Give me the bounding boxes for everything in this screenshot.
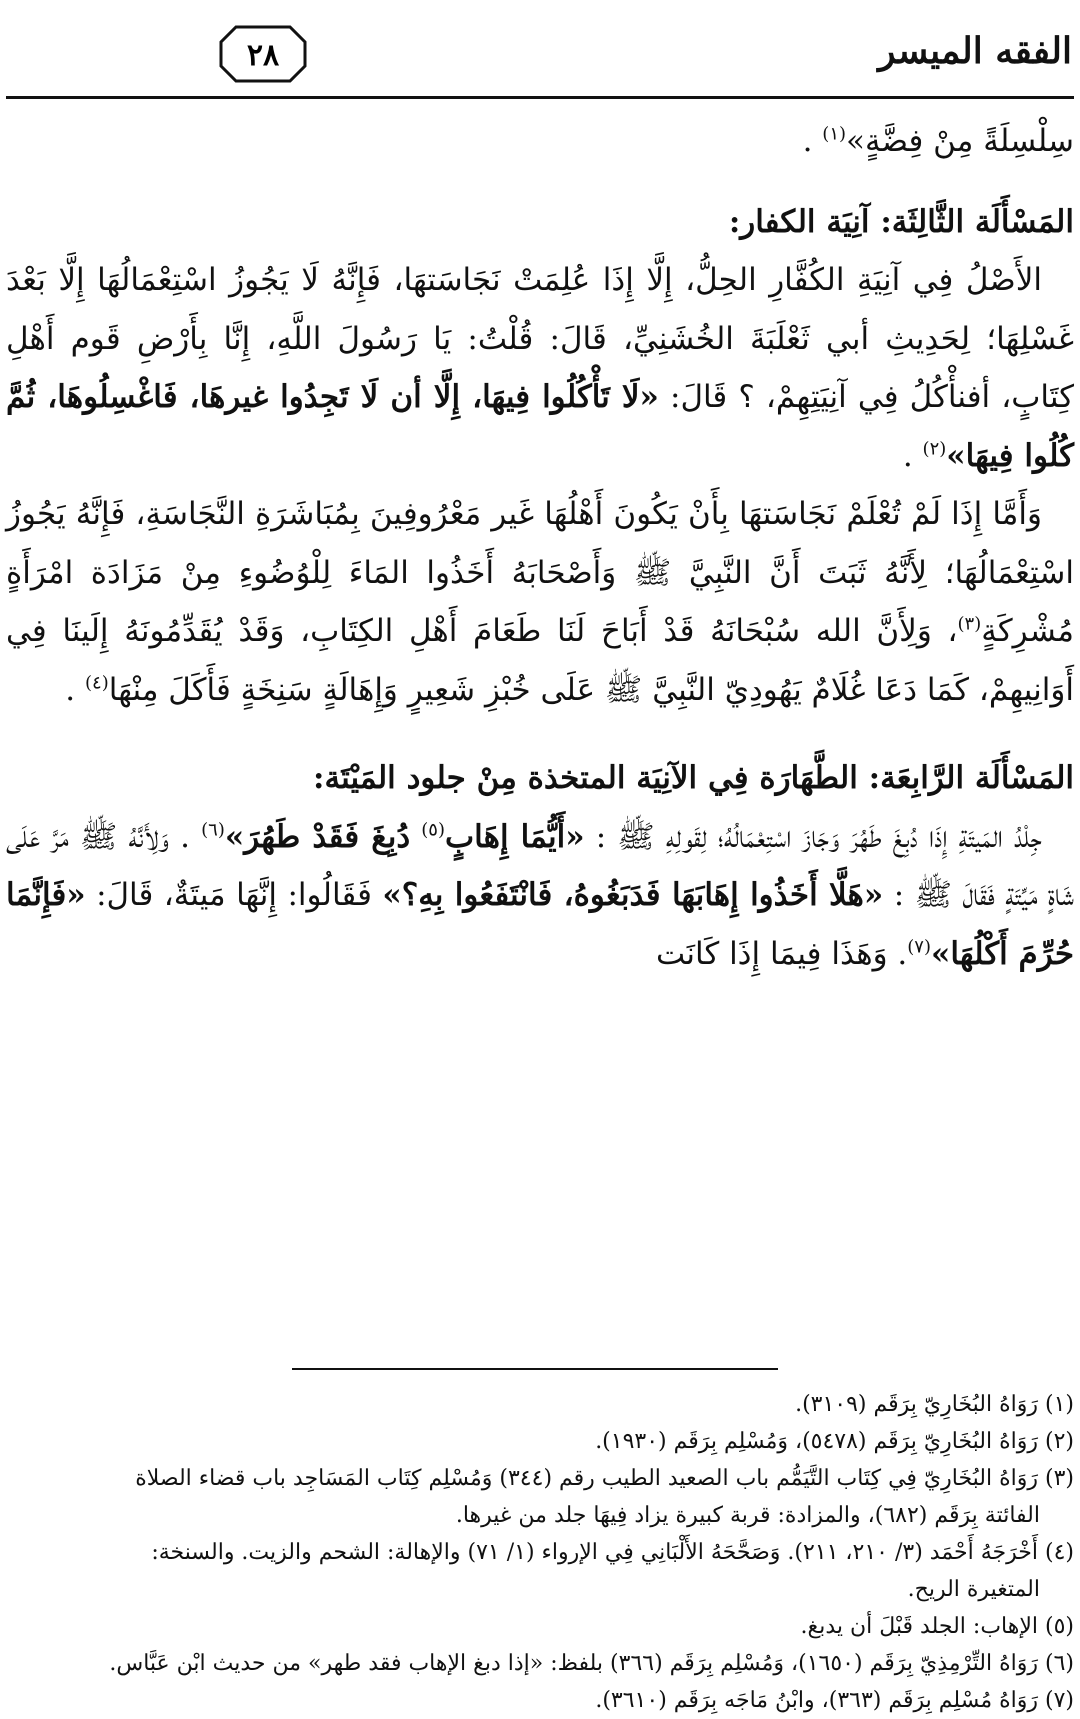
footnote-3-continued: الفائتة بِرَقَم (٦٨٢)، والمزادة: قربة كبيرة يزاد فِيهَا جلد من غيرها.	[455, 1503, 1040, 1528]
footnote-separator	[292, 1368, 778, 1370]
footnotes	[6, 1386, 1074, 1719]
footnote-ref: (٧)	[907, 936, 931, 958]
main-text	[6, 112, 1074, 983]
page-number-frame	[218, 24, 308, 84]
footnote-ref: (٥)	[421, 819, 445, 841]
footnote-1: (١) رَوَاهُ البُخَارِيّ بِرَقَم (٣١٠٩).	[795, 1392, 1074, 1417]
hadith-quote: «هَلَّا أَخَذُوا إِهَابَهَا فَدَبَغُوهُ، فَانْتَفَعُوا بِهِ؟»	[382, 877, 884, 913]
paragraph-4: وَأَمَّا إِذَا لَمْ تُعْلَمْ نَجَاسَتهَا بِأَنْ يَكُونَ أَهْلُهَا غَير مَعْرُوفِينَ بِمُبَاشَرَةِ النَّجَاسَةِ، فَإِنَّهُ يَجُوزُ اسْتِعْمَالُهَا؛ لِأَنَّهُ ثَبَتَ أَنَّ النَّبِيَّ ﷺ وَأَصْحَابَهُ أَخَذُوا المَاءَ لِلْوُضُوءِ مِنْ مَزَادَة امْرَأَةٍ مُشْرِكَةٍ$^{(٣)}$، وَلِأَنَّ الله سُبْحَانَهُ قَدْ أَبَاحَ لَنَا طَعَامَ أَهْلِ الكِتَابِ، وَقَدْ يُقَدِّمُونَهُ إِلَينَا فِي أَوَانِيهِمْ، كَمَا دَعَا غُلَامٌ يَهُودِيّ النَّبِيَّ ﷺ عَلَى خُبْزِ شَعِيرٍ وَإِهَالَةٍ سَنِخَةٍ فَأَكَلَ مِنْهَا$^{(٤)}$ .	[6, 496, 1074, 708]
footnote-ref: (٦)	[201, 819, 225, 841]
footnote-5: (٥) الإهاب: الجلد قَبْلَ أن يدبغ.	[800, 1614, 1074, 1639]
footnote-7: (٧) رَوَاهُ مُسْلِم بِرَقَم (٣٦٣)، وابْنُ مَاجَه بِرَقَم (٣٦١٠).	[595, 1688, 1074, 1713]
footnote-2: (٢) رَوَاهُ البُخَارِيّ بِرَقَم (٥٤٧٨)، وَمُسْلِم بِرَقَم (١٩٣٠).	[595, 1429, 1074, 1454]
section-heading-3: المَسْأَلَة الثَّالِثَة: آنِيَة الكفار:	[728, 203, 1074, 240]
paragraph-3: الأَصْلُ فِي آنِيَةِ الكُفَّارِ الحِلُّ، إِلَّا إِذَا عُلِمَتْ نَجَاسَتهَا، فَإِنَّهُ لَا يَجُوزُ اسْتِعْمَالُهَا إِلَّا بَعْدَ غَسْلِهَا؛ لِحَدِيثِ أبي ثَعْلَبَةَ الخُشَنِيِّ، قَالَ: قُلْتُ: يَا رَسُولَ اللَّهِ، إِنَّا بِأَرْضِ قَوم أَهْلِ كِتَابٍ، أفنأْكُلُ فِي آنِيَتِهِمْ، ؟ قَالَ: «لَا تَأْكُلُوا فِيهَا، إِلَّا أن لَا تَجِدُوا غيرهَا، فَاغْسِلُوهَا، ثُمَّ كُلُوا فِيهَا»$^{(٢)}$ .	[6, 262, 1074, 474]
paragraph-continuation: سِلْسِلَةً مِنْ فِضَّةٍ»$^{(١)}$ .	[802, 123, 1074, 159]
page-number: ٢٨	[246, 38, 280, 73]
footnote-4-continued: المتغيرة الريح.	[907, 1577, 1040, 1602]
section-heading-4: المَسْأَلَة الرَّابِعَة: الطَّهَارَة فِي الآنِيَة المتخذة مِنْ جلود المَيْتَة:	[313, 760, 1074, 796]
footnote-ref: (٤)	[85, 672, 109, 694]
footnote-ref: (٣)	[957, 613, 982, 635]
footnote-6: (٦) رَوَاهُ التِّرْمِذِيّ بِرَقَم (١٦٥٠)، وَمُسْلِم بِرَقَم (٣٦٦) بلفظ: «إذا دبغ الإهاب فقد طهر» من حديث ابْن عَبَّاس.	[109, 1651, 1074, 1676]
book-title: الفقه الميسر	[878, 30, 1072, 72]
hadith-quote: دُبِغَ فَقَدْ طَهُرَ»	[224, 818, 411, 855]
paragraph-5: جِلْدُ المَيتَةِ إِذَا دُبِغَ طَهُرَ وَجَازَ اسْتِعْمَالُهُ؛ لِقَولِهِ ﷺ : «أَيُّمَا إِهَابٍ$^{(٥)}$ دُبِغَ فَقَدْ طَهُرَ»$^{(٦)}$ . وَلِأَنَّهُ ﷺ مَرَّ عَلَى شَاةٍ مَيِّتَةٍ فَقَالَ ﷺ : «هَلَّا أَخَذُوا إِهَابَهَا فَدَبَغُوهُ، فَانْتَفَعُوا بِهِ؟» فَقَالُوا: إِنَّهَا مَيتَةٌ، قَالَ: «فَإِنَّمَا حُرِّمَ أَكْلُهَا»$^{(٧)}$. وَهَذَا فِيمَا إِذَا كَانَت	[6, 818, 1074, 972]
header-rule	[6, 96, 1074, 99]
hadith-quote: «لَا تَأْكُلُوا فِيهَا، إِلَّا أن لَا تَجِدُوا غيرهَا، فَاغْسِلُوهَا، ثُمَّ كُلُوا فِيهَا»	[6, 379, 1074, 474]
footnote-ref: (٢)	[922, 438, 947, 460]
page-header	[0, 22, 1080, 112]
footnote-4: (٤) أَخْرَجَهُ أَحْمَد (٣/ ٢١٠، ٢١١). وَصَحَّحَهُ الأَلْبَانِي فِي الإرواء (١/ ٧١) والإهالة: الشحم والزيت. والسنخة:	[151, 1540, 1074, 1565]
footnote-3: (٣) رَوَاهُ البُخَارِيّ فِي كِتَاب التَّيَمُّم باب الصعيد الطيب رقم (٣٤٤) وَمُسْلِم كِتَاب المَسَاجِد باب قضاء الصلاة	[135, 1466, 1074, 1491]
hadith-quote: «أَيُّمَا إِهَابٍ	[444, 818, 585, 855]
hadith-quote: «فَإِنَّمَا حُرِّمَ أَكْلُهَا»	[6, 877, 1074, 972]
footnote-ref: (١)	[822, 123, 847, 145]
